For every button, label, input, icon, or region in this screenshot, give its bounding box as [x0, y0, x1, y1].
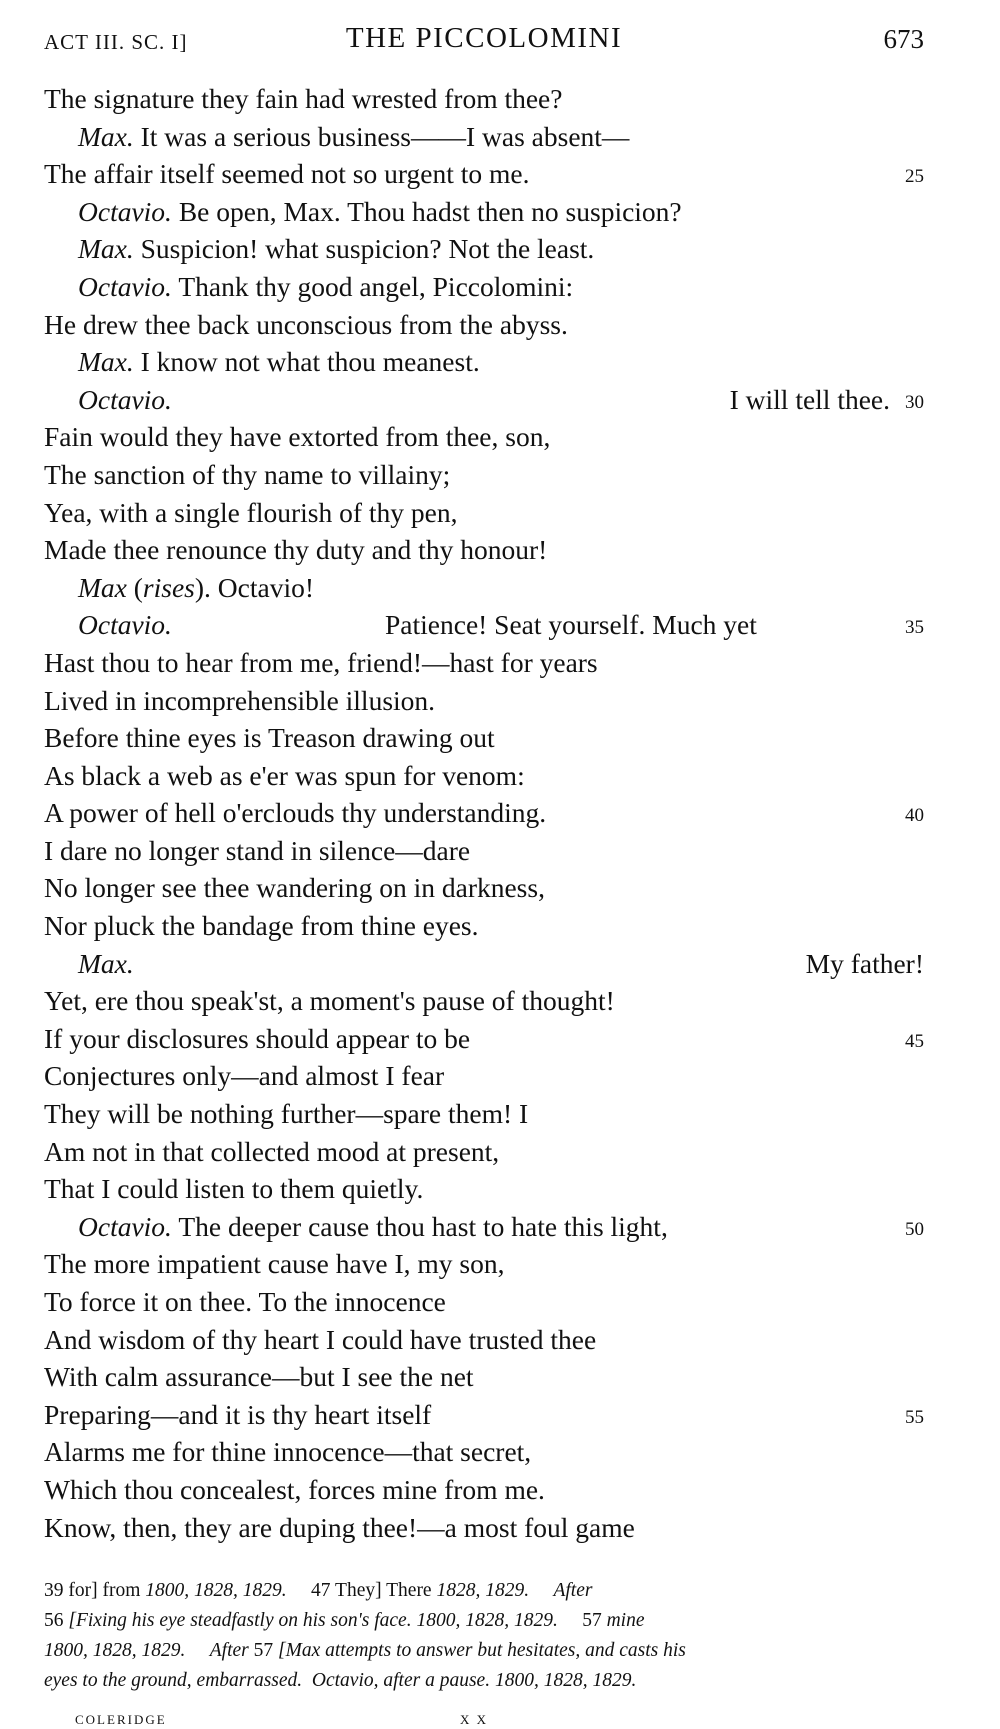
- line-number: 25: [905, 166, 924, 188]
- verse-line: [44, 1396, 924, 1434]
- verse-line: [44, 907, 924, 945]
- speaker-name: Max.: [78, 346, 134, 378]
- verse-line: [44, 1170, 924, 1208]
- verse-text-run: The sanction of thy name to villainy;: [44, 458, 451, 490]
- footnote-run: 39 for] from: [44, 1580, 146, 1601]
- verse-text-run: That I could listen to them quietly.: [44, 1173, 424, 1205]
- verse-text-run: They will be nothing further—spare them! I: [44, 1098, 529, 1130]
- verse-text-run: ). Octavio!: [194, 571, 314, 603]
- verse-text-run: I dare no longer stand in silence—dare: [44, 834, 471, 866]
- footnote-run: [Fixing his eye steadfastly on his son's face. 1800, 1828, 1829.: [68, 1610, 558, 1631]
- footnote-run: 1828, 1829.: [436, 1580, 530, 1601]
- verse-line: [44, 794, 924, 832]
- verse-line: [44, 1095, 924, 1133]
- verse-line: [44, 268, 924, 306]
- verse-text-run: As black a web as e'er was spun for venom:: [44, 759, 525, 791]
- verse-line: [44, 982, 924, 1020]
- line-number: 55: [905, 1406, 924, 1428]
- footnote-line: [44, 1606, 924, 1636]
- verse-line: [44, 1321, 924, 1359]
- verse-text-run: If your disclosures should appear to be: [44, 1022, 471, 1054]
- verse-text-run: (: [126, 571, 143, 603]
- section-reference: ACT III. SC. I]: [44, 30, 188, 54]
- speaker-name: Max.: [78, 233, 134, 265]
- verse-text-run: And wisdom of thy heart I could have trusted thee: [44, 1323, 597, 1355]
- verse-text-run: Lived in incomprehensible illusion.: [44, 684, 436, 716]
- verse-text-run: The more impatient cause have I, my son,: [44, 1248, 505, 1280]
- speaker-name: Octavio.: [78, 195, 172, 227]
- verse-line: [44, 343, 924, 381]
- footnote-run: 47 They] There: [286, 1580, 437, 1601]
- footnote-run: mine: [606, 1610, 645, 1631]
- footnote-run: [Max attempts to answer but hesitates, and casts his: [278, 1640, 686, 1661]
- page-number: 673: [883, 24, 924, 54]
- verse-line: [44, 1433, 924, 1471]
- footnote-run: 1800, 1828, 1829.: [44, 1640, 186, 1661]
- line-number: 50: [905, 1218, 924, 1240]
- verse-line: [44, 719, 924, 757]
- signature-mark: X X: [460, 1712, 489, 1727]
- footnote-run: eyes to the ground, embarrassed. Octavio, after a pause. 1800, 1828, 1829.: [44, 1670, 637, 1691]
- verse-line: [44, 531, 924, 569]
- verse-line: [44, 1358, 924, 1396]
- footnote-line: [44, 1576, 924, 1606]
- line-number: 30: [905, 391, 924, 413]
- verse-text-run: The signature they fain had wrested from thee?: [44, 83, 563, 114]
- verse-text-run: Patience! Seat yourself. Much yet: [385, 609, 757, 641]
- verse-text-run: The deeper cause thou hast to hate this light,: [171, 1210, 668, 1242]
- verse-text-run: The affair itself seemed not so urgent to me.: [44, 158, 530, 190]
- verse-text-run: Suspicion! what suspicion? Not the least.: [133, 233, 595, 265]
- verse-text-run: Thank thy good angel, Piccolomini:: [171, 270, 574, 302]
- running-title: THE PICCOLOMINI: [345, 22, 623, 54]
- footnote-run: 57: [557, 1610, 607, 1631]
- verse-line: [44, 1471, 924, 1509]
- verse-line: [44, 1020, 924, 1058]
- line-number: 40: [905, 805, 924, 827]
- stage-direction: rises: [142, 571, 195, 603]
- verse-text-run: Before thine eyes is Treason drawing out: [44, 722, 495, 754]
- verse-text-run: I know not what thou meanest.: [133, 346, 480, 378]
- footnote-run: 1800, 1828, 1829.: [145, 1580, 287, 1601]
- running-header: [44, 22, 924, 62]
- verse-line: [44, 155, 924, 193]
- verse-line: [44, 832, 924, 870]
- verse-text-run: Alarms me for thine innocence—that secret,: [44, 1436, 532, 1468]
- footnote-line: [44, 1636, 924, 1666]
- verse-line: [44, 1133, 924, 1171]
- verse-text-run: Be open, Max. Thou hadst then no suspicion?: [171, 195, 682, 227]
- verse-line: [44, 606, 924, 644]
- line-number: 35: [905, 617, 924, 639]
- verse-text-run: To force it on thee. To the innocence: [44, 1286, 446, 1317]
- verse-text-run: My father!: [805, 947, 924, 979]
- verse-line: [44, 869, 924, 907]
- signature-name: COLERIDGE: [75, 1712, 167, 1727]
- verse-line: [44, 456, 924, 494]
- verse-line: [44, 230, 924, 268]
- speaker-name: Max.: [78, 947, 134, 979]
- verse-line: [44, 569, 924, 607]
- verse-text-run: Which thou concealest, forces mine from me.: [44, 1473, 545, 1505]
- verse-line: [44, 1283, 924, 1321]
- verse-line: [44, 1509, 924, 1547]
- footnote-run: After: [209, 1640, 249, 1661]
- speaker-name: Max: [78, 571, 127, 603]
- verse-line: [44, 945, 924, 983]
- verse-line: [44, 757, 924, 795]
- verse-text-run: It was a serious business——I was absent—: [133, 120, 630, 152]
- verse-text-run: A power of hell o'erclouds thy understanding.: [44, 797, 547, 829]
- footnotes: [44, 1576, 924, 1696]
- verse-text-run: Hast thou to hear from me, friend!—hast for years: [44, 646, 598, 678]
- line-number: 45: [905, 1030, 924, 1052]
- verse-text-run: Made thee renounce thy duty and thy honour!: [44, 534, 548, 566]
- verse-line: [44, 381, 924, 419]
- printer-signature: [75, 1712, 935, 1729]
- verse-text-run: Yea, with a single flourish of thy pen,: [44, 496, 458, 528]
- speaker-name: Max.: [78, 120, 134, 152]
- footnote-run: 57: [248, 1640, 278, 1661]
- footnote-run: After: [553, 1580, 593, 1601]
- verse-line: [44, 1208, 924, 1246]
- footnote-line: [44, 1666, 924, 1696]
- verse-text-run: I will tell thee.: [729, 383, 890, 415]
- verse-text: [44, 80, 924, 1546]
- verse-line: [44, 644, 924, 682]
- speaker-name: Octavio.: [78, 270, 172, 302]
- verse-text-run: Know, then, they are duping thee!—a most foul game: [44, 1511, 635, 1543]
- verse-line: [44, 80, 924, 118]
- verse-line: [44, 494, 924, 532]
- verse-text-run: No longer see thee wandering on in darkness,: [44, 872, 545, 904]
- speaker-name: Octavio.: [78, 609, 172, 641]
- verse-text-run: Am not in that collected mood at present,: [44, 1135, 500, 1167]
- verse-line: [44, 682, 924, 720]
- verse-text-run: He drew thee back unconscious from the abyss.: [44, 308, 568, 340]
- verse-line: [44, 1245, 924, 1283]
- verse-line: [44, 1057, 924, 1095]
- footnote-run: [529, 1580, 553, 1601]
- verse-text-run: Fain would they have extorted from thee, son,: [44, 421, 551, 453]
- verse-text-run: With calm assurance—but I see the net: [44, 1361, 474, 1393]
- verse-line: [44, 306, 924, 344]
- verse-text-run: Conjectures only—and almost I fear: [44, 1060, 445, 1092]
- verse-line: [44, 418, 924, 456]
- verse-text-run: Nor pluck the bandage from thine eyes.: [44, 910, 479, 942]
- speaker-name: Octavio.: [78, 1210, 172, 1242]
- speaker-name: Octavio.: [78, 383, 172, 415]
- verse-text-run: Preparing—and it is thy heart itself: [44, 1398, 432, 1430]
- verse-line: [44, 193, 924, 231]
- verse-line: [44, 118, 924, 156]
- footnote-run: 56: [44, 1610, 69, 1631]
- verse-text-run: Yet, ere thou speak'st, a moment's pause of thought!: [44, 985, 615, 1017]
- footnote-run: [185, 1640, 209, 1661]
